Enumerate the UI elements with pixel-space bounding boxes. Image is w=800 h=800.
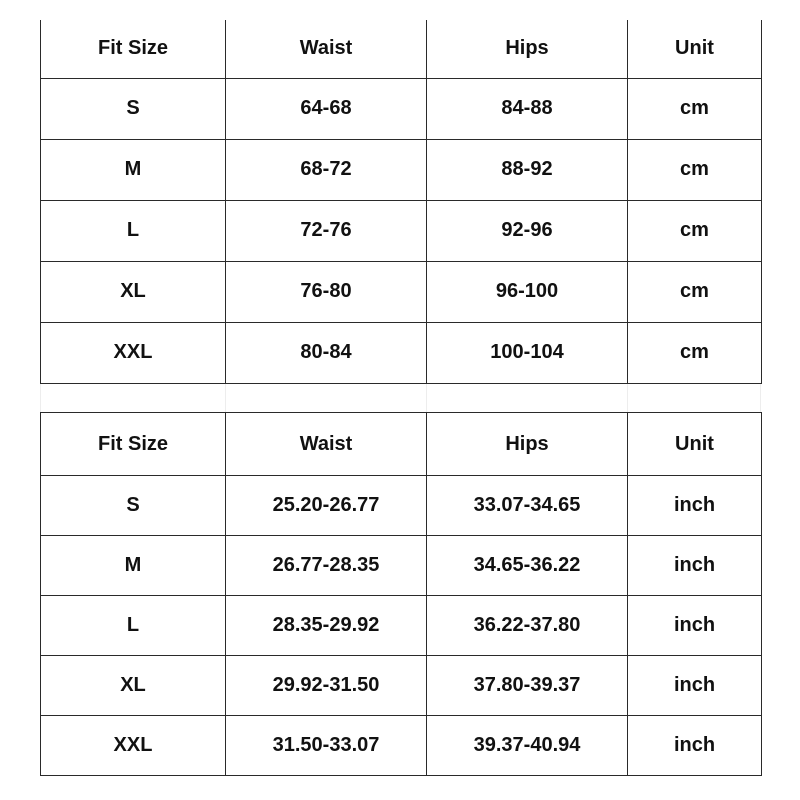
waist-cell: 28.35-29.92 — [226, 596, 427, 656]
unit-cell: cm — [628, 78, 762, 139]
waist-cell: 31.50-33.07 — [226, 716, 427, 776]
hips-cell: 34.65-36.22 — [427, 536, 628, 596]
fit-size-cell: XXL — [41, 322, 226, 383]
hips-cell: 33.07-34.65 — [427, 476, 628, 536]
hips-cell: 37.80-39.37 — [427, 656, 628, 716]
fit-size-cell: M — [41, 536, 226, 596]
unit-cell: inch — [628, 536, 762, 596]
fit-size-cell: M — [41, 139, 226, 200]
size-chart-cm-table — [40, 20, 762, 384]
fit-size-header: Fit Size — [41, 20, 226, 78]
hips-cell: 88-92 — [427, 139, 628, 200]
fit-size-cell: S — [41, 476, 226, 536]
fit-size-cell: S — [41, 78, 226, 139]
hips-cell: 92-96 — [427, 200, 628, 261]
waist-cell: 72-76 — [226, 200, 427, 261]
table-row — [41, 78, 762, 139]
table-row — [41, 261, 762, 322]
table-row — [41, 322, 762, 383]
hips-cell: 36.22-37.80 — [427, 596, 628, 656]
unit-header: Unit — [628, 20, 762, 78]
table-row — [41, 656, 762, 716]
table-header-row — [41, 20, 762, 78]
hips-cell: 84-88 — [427, 78, 628, 139]
unit-header: Unit — [628, 413, 762, 476]
waist-cell: 80-84 — [226, 322, 427, 383]
hips-header: Hips — [427, 413, 628, 476]
waist-header: Waist — [226, 20, 427, 78]
unit-cell: inch — [628, 596, 762, 656]
fit-size-cell: XL — [41, 261, 226, 322]
table-row — [41, 596, 762, 656]
table-row — [41, 139, 762, 200]
waist-cell: 26.77-28.35 — [226, 536, 427, 596]
table-row — [41, 476, 762, 536]
hips-cell: 96-100 — [427, 261, 628, 322]
waist-cell: 29.92-31.50 — [226, 656, 427, 716]
fit-size-cell: XL — [41, 656, 226, 716]
fit-size-cell: L — [41, 596, 226, 656]
hips-cell: 39.37-40.94 — [427, 716, 628, 776]
waist-cell: 25.20-26.77 — [226, 476, 427, 536]
fit-size-cell: L — [41, 200, 226, 261]
waist-cell: 76-80 — [226, 261, 427, 322]
table-row — [41, 536, 762, 596]
waist-cell: 68-72 — [226, 139, 427, 200]
unit-cell: inch — [628, 656, 762, 716]
waist-cell: 64-68 — [226, 78, 427, 139]
fit-size-cell: XXL — [41, 716, 226, 776]
hips-header: Hips — [427, 20, 628, 78]
unit-cell: cm — [628, 200, 762, 261]
unit-cell: inch — [628, 476, 762, 536]
table-divider-gap — [40, 384, 761, 412]
fit-size-header: Fit Size — [41, 413, 226, 476]
table-header-row — [41, 413, 762, 476]
unit-cell: cm — [628, 139, 762, 200]
unit-cell: cm — [628, 261, 762, 322]
table-row — [41, 200, 762, 261]
size-chart-inch-table — [40, 412, 762, 776]
table-row — [41, 716, 762, 776]
hips-cell: 100-104 — [427, 322, 628, 383]
unit-cell: inch — [628, 716, 762, 776]
waist-header: Waist — [226, 413, 427, 476]
unit-cell: cm — [628, 322, 762, 383]
